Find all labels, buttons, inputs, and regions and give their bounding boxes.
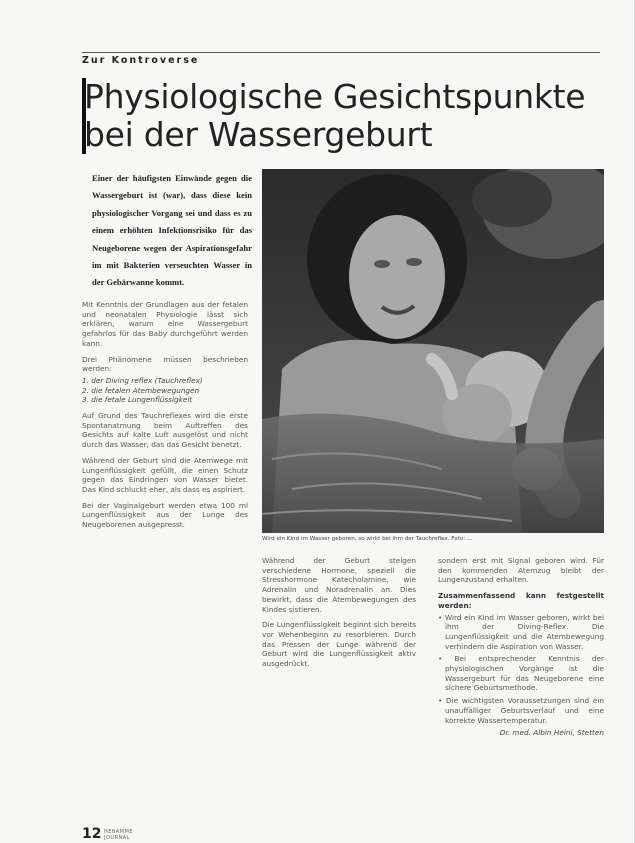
footer-line: HEBAMME	[104, 829, 134, 835]
paragraph: Während der Geburt sind die Atemwege mit Lungenflüssigkeit gefüllt, die einen Schutz gegen das Eindringen von Wasser bietet. Das Kind schluckt eher, als dass es aspiriert.	[82, 455, 248, 494]
column-1	[82, 300, 248, 536]
section-label: Zur Kontroverse	[82, 55, 200, 66]
paragraph: Auf Grund des Tauchreflexes wird die erste Spontanatmung beim Auftreffen des Gesichts auf kalte Luft ausgelöst und nicht durch das Wasser, das das Gesicht benetzt.	[82, 411, 248, 450]
author-credit: Dr. med. Albin Heini, Stetten	[499, 728, 604, 738]
lead-paragraph: Einer der häufigsten Einwände gegen die Wassergeburt ist (war), dass diese kein physiologischer Vorgang sei und dass es zu einem erhöhten Infektionsrisiko für das Neugeborene wegen der Aspirationsgefahr im mit Bakterien verseuchten Wasser in der Gebärwanne kommt.	[92, 173, 252, 288]
photo-caption: Wird ein Kind im Wasser geboren, so wirkt bei ihm der Tauchreflex. Foto: ...	[262, 536, 473, 542]
paragraph: Mit Kenntnis der Grundlagen aus der fetalen und neonatalen Physiologie lässt sich erklären, warum eine Wassergeburt gefahrlos für das Baby durchgeführt werden kann.	[82, 300, 248, 348]
footer-line: JOURNAL	[104, 835, 130, 841]
summary-item: • Wird ein Kind im Wasser geboren, wirkt bei ihm der Diving-Reflex. Die Lungenflüssigkeit und die Atembewegung verhindern die Aspiration von Wasser.	[438, 612, 605, 651]
title-line-1: Physiologische Gesichtspunkte	[84, 77, 586, 116]
page-number: 12	[82, 826, 102, 842]
column-3	[438, 556, 604, 738]
title-line-2: bei der Wassergeburt	[84, 115, 433, 154]
paragraph: Während der Geburt steigen verschiedene Hormone, speziell die Stresshormone Katecholamine, wie Adrenalin und Noradrenalin an. Dies bewirkt, dass die Atembewegungen des Kindes sistieren.	[262, 556, 416, 614]
paragraph: sondern erst mit Signal geboren wird. Für den kommenden Atemzug bleibt der Lungenzustand erhalten.	[438, 556, 604, 585]
article-photo	[262, 169, 604, 533]
column-2	[262, 556, 416, 675]
list-item: 1. der Diving reflex (Tauchreflex)	[82, 375, 203, 385]
phenomena-list	[82, 376, 248, 405]
header-rule	[82, 52, 600, 53]
list-item: 3. die fetale Lungenflüssigkeit	[82, 395, 193, 405]
summary-list	[438, 613, 604, 726]
paragraph: Drei Phänomene müssen beschrieben werden:	[82, 354, 248, 374]
paragraph: Bei der Vaginalgeburt werden etwa 100 ml Lungenflüssigkeit aus der Lunge des Neugeborenen ausgepresst.	[82, 500, 248, 530]
paragraph: Die Lungenflüssigkeit beginnt sich bereits vor Wehenbeginn zu resorbieren. Durch das Pressen der Lunge während der Geburt wird die Lungenflüssigkeit aktiv ausgedrückt.	[262, 620, 416, 669]
list-item: 2. die fetalen Atembewegungen	[82, 385, 200, 395]
photo-illustration	[262, 169, 604, 533]
summary-item: • Bei entsprechender Kenntnis der physiologischen Vorgänge ist die Wassergeburt für das Neugeborene eine sichere Geburtsmethode.	[438, 654, 604, 693]
summary-heading: Zusammenfassend kann festgestellt werden:	[438, 591, 604, 610]
summary-item: • Die wichtigsten Voraussetzungen sind ein unauffälliger Geburtsverlauf und eine korrekte Wassertemperatur.	[438, 696, 604, 725]
article-title	[82, 78, 614, 154]
footer-journal	[104, 829, 133, 841]
